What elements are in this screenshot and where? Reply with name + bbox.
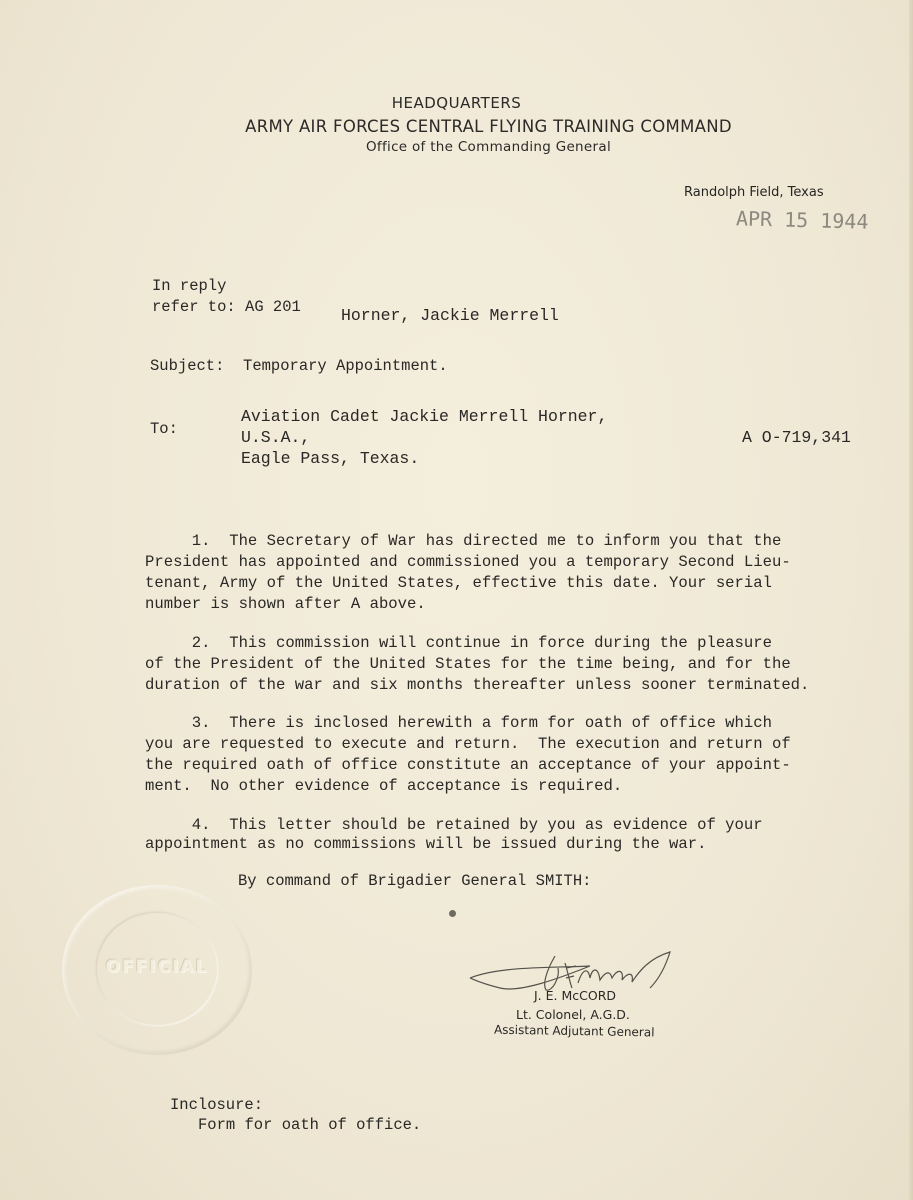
paragraph-2-line: duration of the war and six months thereafter unless sooner terminated.	[145, 676, 810, 694]
signatory-title: Assistant Adjutant General	[493, 1022, 655, 1040]
letterhead-office: Office of the Commanding General	[365, 139, 611, 155]
letterhead-command: ARMY AIR FORCES CENTRAL FLYING TRAINING COMMAND	[245, 117, 732, 136]
paragraph-2-line: of the President of the United States for the time being, and for the	[145, 655, 791, 673]
inclosure-label: Inclosure:	[170, 1096, 264, 1114]
reply-label: In reply	[152, 277, 227, 295]
signatory-name: J. E. McCORD	[534, 988, 617, 1003]
paragraph-2-line: 2. This commission will continue in force during the pleasure	[145, 634, 772, 652]
paragraph-1-line: 1. The Secretary of War has directed me to inform you that the	[145, 532, 782, 550]
paragraph-4-line: 4. This letter should be retained by you as evidence of your	[145, 816, 763, 834]
address-line: Eagle Pass, Texas.	[241, 449, 420, 468]
address-line: U.S.A.,	[241, 428, 311, 447]
subject-line: Subject: Temporary Appointment.	[150, 357, 448, 375]
seal-text: OFFICIAL	[105, 957, 209, 977]
by-command-line: By command of Brigadier General SMITH:	[238, 872, 592, 890]
paragraph-3-line: 3. There is inclosed herewith a form for oath of office which	[145, 714, 772, 732]
address-line: Aviation Cadet Jackie Merrell Horner,	[241, 407, 608, 426]
embossed-seal	[62, 885, 252, 1055]
paragraph-1-line: President has appointed and commissioned you a temporary Second Lieu-	[145, 553, 791, 571]
reply-reference: refer to: AG 201	[152, 298, 301, 316]
serial-number: A O-719,341	[742, 428, 851, 447]
paragraph-1-line: tenant, Army of the United States, effective this date. Your serial	[145, 574, 772, 592]
place-line: Randolph Field, Texas	[684, 185, 824, 200]
signatory-rank: Lt. Colonel, A.G.D.	[516, 1007, 630, 1022]
file-name: Horner, Jackie Merrell	[341, 306, 559, 325]
to-label: To:	[150, 420, 178, 438]
paragraph-3-line: the required oath of office constitute an acceptance of your appoint-	[145, 756, 791, 774]
ink-dot	[449, 910, 456, 917]
inclosure-item: Form for oath of office.	[198, 1116, 422, 1134]
paper-edge	[909, 0, 913, 1200]
paragraph-1-line: number is shown after A above.	[145, 595, 426, 613]
paragraph-4-line: appointment as no commissions will be issued during the war.	[145, 835, 707, 853]
letterhead-headquarters: HEADQUARTERS	[391, 94, 522, 112]
paragraph-3-line: ment. No other evidence of acceptance is required.	[145, 777, 623, 795]
date-stamp: APR 15 1944	[735, 206, 869, 234]
paragraph-3-line: you are requested to execute and return. The execution and return of	[145, 735, 791, 753]
